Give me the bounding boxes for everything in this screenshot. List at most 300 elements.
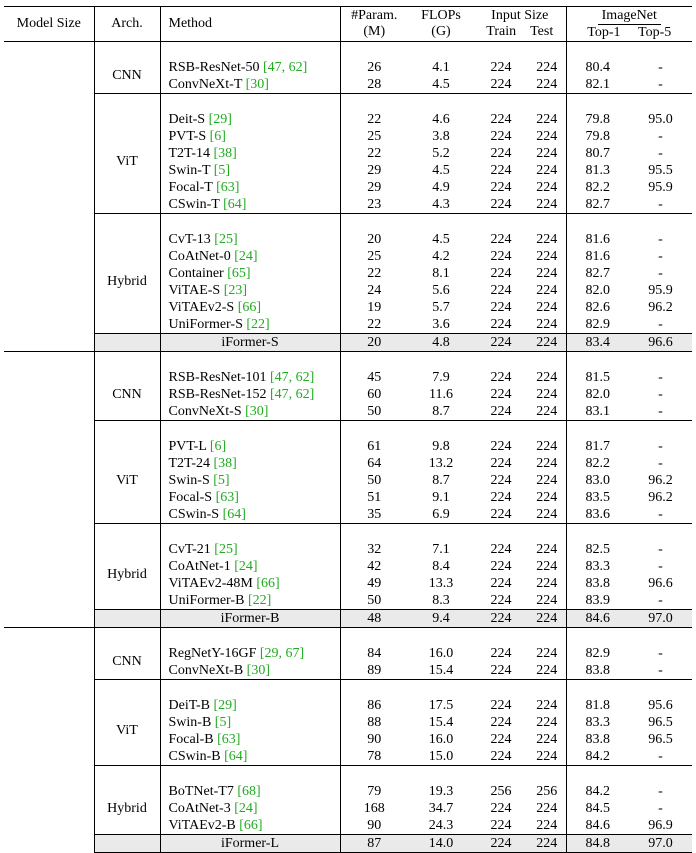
citation-link[interactable]: [66] [237, 299, 262, 315]
test-cell: 224 [536, 645, 558, 661]
method-cell [160, 455, 340, 472]
top1-cell: 84.5 [566, 800, 629, 817]
method-cell [160, 282, 340, 299]
method-name: T2T-14 [168, 145, 214, 161]
train-cell: 224 [490, 817, 512, 833]
top5-cell: - [658, 506, 663, 522]
method-name: Focal-S [168, 489, 216, 505]
top5-cell: - [658, 455, 663, 471]
gap-cell [340, 766, 566, 784]
test-cell: 224 [536, 265, 558, 281]
ours-test-cell: 224 [528, 334, 566, 352]
param-cell: 50 [367, 472, 382, 488]
method-cell [160, 714, 340, 731]
citation-link[interactable]: [47, 62] [270, 369, 315, 385]
header-top [567, 25, 693, 41]
flops-cell: 15.0 [428, 748, 454, 764]
param-cell: 22 [367, 265, 382, 281]
gap-cell [94, 94, 160, 112]
method-cell [160, 76, 340, 94]
train-cell: 224 [490, 316, 512, 332]
table-row [4, 369, 692, 386]
citation-link[interactable]: [24] [234, 558, 258, 574]
citation-link[interactable]: [25] [214, 231, 238, 247]
flops-cell: 15.4 [428, 714, 454, 730]
model-size-cell [4, 42, 94, 352]
method-name: CSwin-S [168, 506, 223, 522]
train-cell: 224 [490, 748, 512, 764]
header-flops-line2: (G) [431, 24, 451, 39]
flops-cell: 3.6 [432, 316, 450, 332]
method-name: CvT-13 [168, 231, 215, 247]
method-name: ViTAEv2-48M [168, 575, 257, 591]
ours-flops-cell: 4.8 [408, 334, 474, 352]
table-header-row [4, 7, 692, 42]
top5-cell: - [658, 558, 663, 574]
header-train: Train [486, 24, 517, 39]
gap-cell [94, 524, 160, 542]
ours-top1-cell: 84.8 [566, 835, 629, 853]
gap-cell [94, 680, 160, 698]
flops-cell: 34.7 [428, 800, 454, 816]
train-cell: 224 [490, 282, 512, 298]
method-name: ViTAE-S [168, 282, 224, 298]
flops-cell: 4.5 [432, 76, 450, 92]
header-input-size-label: Input Size [491, 8, 549, 23]
method-cell [160, 179, 340, 196]
top5-cell: 95.0 [648, 111, 673, 127]
param-cell: 60 [367, 386, 382, 402]
citation-link[interactable]: [29] [208, 111, 232, 127]
flops-cell: 17.5 [428, 697, 454, 713]
header-arch: Arch. [94, 7, 160, 42]
train-cell: 224 [490, 575, 512, 591]
gap-row [4, 680, 692, 698]
gap-cell [160, 421, 340, 439]
citation-link[interactable]: [5] [214, 714, 232, 730]
test-cell: 224 [536, 369, 558, 385]
method-cell [160, 592, 340, 610]
top5-cell: - [658, 386, 663, 402]
top5-cell: - [658, 783, 663, 799]
citation-link[interactable]: [47, 62] [270, 386, 315, 402]
flops-cell: 7.1 [432, 541, 450, 557]
top5-cell: - [658, 248, 663, 264]
top5-cell: 95.9 [648, 179, 673, 195]
gap-cell [160, 352, 340, 370]
citation-link[interactable]: [23] [223, 282, 248, 298]
header-param-line2: (M) [363, 24, 386, 39]
top5-cell: 95.5 [648, 162, 673, 178]
param-cell: 89 [367, 662, 382, 678]
top1-cell: 82.7 [566, 265, 629, 282]
header-input-size [474, 7, 566, 42]
top5-cell: 95.6 [648, 697, 673, 713]
top1-cell: 82.0 [566, 282, 629, 299]
header-top1: Top-1 [587, 24, 621, 40]
param-cell: 22 [367, 111, 382, 127]
header-test: Test [530, 24, 554, 39]
train-cell: 224 [490, 558, 512, 574]
train-cell: 224 [490, 59, 512, 75]
gap-cell [340, 680, 566, 698]
table-row [4, 541, 692, 558]
gap-row [4, 628, 692, 646]
arch-cell: Hybrid [94, 783, 160, 835]
ours-top5-cell: 97.0 [629, 610, 692, 628]
method-name: UniFormer-S [168, 316, 247, 332]
gap-row [4, 94, 692, 112]
param-cell: 29 [367, 179, 382, 195]
flops-cell: 24.3 [428, 817, 454, 833]
ours-top1-cell: 83.4 [566, 334, 629, 352]
top5-cell: - [658, 645, 663, 661]
method-cell [160, 662, 340, 680]
table-row [4, 438, 692, 455]
flops-cell: 8.1 [432, 265, 450, 281]
param-cell: 61 [367, 438, 382, 454]
header-param-line1: #Param. [351, 8, 398, 23]
method-cell [160, 386, 340, 403]
flops-cell: 4.3 [432, 196, 450, 212]
train-cell: 224 [490, 455, 512, 471]
test-cell: 224 [536, 575, 558, 591]
citation-link[interactable]: [25] [214, 541, 238, 557]
flops-cell: 4.5 [432, 231, 450, 247]
gap-row [4, 42, 692, 60]
ours-top1-cell: 84.6 [566, 610, 629, 628]
citation-link[interactable]: [6] [209, 128, 226, 144]
param-cell: 90 [367, 817, 382, 833]
top1-cell: 81.7 [566, 438, 629, 455]
ours-train-cell: 224 [474, 835, 528, 853]
flops-cell: 9.1 [432, 489, 450, 505]
ours-method-cell: iFormer-B [160, 610, 340, 628]
gap-cell [566, 352, 692, 370]
flops-cell: 8.3 [432, 592, 450, 608]
train-cell: 224 [490, 662, 512, 678]
top5-cell: - [658, 231, 663, 247]
train-cell: 224 [490, 731, 512, 747]
train-cell: 224 [490, 800, 512, 816]
param-cell: 22 [367, 316, 382, 332]
flops-cell: 13.2 [428, 455, 454, 471]
gap-cell [340, 94, 566, 112]
citation-link[interactable]: [63] [216, 179, 240, 195]
ours-test-cell: 224 [528, 610, 566, 628]
gap-cell [340, 352, 566, 370]
top1-cell: 82.7 [566, 196, 629, 214]
top1-cell: 84.2 [566, 748, 629, 766]
method-name: CSwin-T [168, 196, 224, 212]
flops-cell: 11.6 [429, 386, 453, 402]
top1-cell: 82.1 [566, 76, 629, 94]
method-cell [160, 145, 340, 162]
citation-link[interactable]: [29, 67] [259, 645, 305, 661]
citation-link[interactable]: [38] [213, 145, 237, 161]
citation-link[interactable]: [30] [245, 403, 269, 419]
train-cell: 224 [490, 231, 512, 247]
test-cell: 224 [536, 592, 558, 608]
citation-link[interactable]: [64] [224, 748, 248, 764]
citation-link[interactable]: [6] [209, 438, 227, 454]
top5-cell: 96.6 [648, 575, 673, 591]
flops-cell: 4.2 [432, 248, 450, 264]
method-cell [160, 196, 340, 214]
test-cell: 224 [536, 541, 558, 557]
header-train-test [474, 24, 566, 40]
method-name: RSB-ResNet-50 [168, 59, 263, 75]
ours-train-cell: 224 [474, 334, 528, 352]
test-cell: 224 [536, 403, 558, 419]
param-cell: 49 [367, 575, 382, 591]
train-cell: 224 [490, 472, 512, 488]
top1-cell: 83.8 [566, 575, 629, 592]
arch-cell: ViT [94, 697, 160, 766]
top1-cell: 83.3 [566, 558, 629, 575]
param-cell: 86 [367, 697, 382, 713]
model-size-cell [4, 628, 94, 853]
top1-cell: 83.8 [566, 731, 629, 748]
flops-cell: 8.7 [432, 472, 450, 488]
test-cell: 224 [536, 731, 558, 747]
ours-row [4, 334, 692, 352]
flops-cell: 13.3 [428, 575, 454, 591]
gap-row [4, 214, 692, 232]
train-cell: 224 [490, 645, 512, 661]
test-cell: 224 [536, 438, 558, 454]
method-name: RegNetY-16GF [168, 645, 260, 661]
arch-cell: ViT [94, 438, 160, 524]
method-cell [160, 369, 340, 386]
flops-cell: 4.1 [432, 59, 450, 75]
test-cell: 224 [536, 800, 558, 816]
method-name: PVT-L [168, 438, 210, 454]
param-cell: 79 [367, 783, 382, 799]
top5-cell: - [658, 592, 663, 608]
ours-arch-cell [94, 835, 160, 853]
top1-cell: 83.1 [566, 403, 629, 421]
param-cell: 51 [367, 489, 382, 505]
method-name: Container [168, 265, 228, 281]
test-cell: 224 [536, 145, 558, 161]
gap-cell [566, 680, 692, 698]
top1-cell: 82.0 [566, 386, 629, 403]
method-name: T2T-24 [168, 455, 214, 471]
top1-cell: 82.2 [566, 455, 629, 472]
top1-cell: 84.2 [566, 783, 629, 800]
method-name: Swin-B [168, 714, 215, 730]
gap-cell [160, 628, 340, 646]
header-imagenet [566, 7, 692, 42]
train-cell: 224 [490, 506, 512, 522]
gap-cell [340, 421, 566, 439]
top1-cell: 80.4 [566, 59, 629, 76]
gap-cell [340, 524, 566, 542]
header-method: Method [160, 7, 340, 42]
model-size-cell [4, 352, 94, 628]
train-cell: 224 [490, 248, 512, 264]
param-cell: 24 [367, 282, 382, 298]
top1-cell: 81.6 [566, 248, 629, 265]
gap-cell [94, 628, 160, 646]
gap-row [4, 421, 692, 439]
citation-link[interactable]: [47, 62] [263, 59, 308, 75]
citation-link[interactable]: [64] [223, 196, 247, 212]
test-cell: 224 [536, 162, 558, 178]
train-cell: 224 [490, 403, 512, 419]
flops-cell: 4.5 [432, 162, 450, 178]
citation-link[interactable]: [24] [234, 248, 258, 264]
top5-cell: 96.5 [648, 714, 673, 730]
citation-link[interactable]: [30] [245, 76, 269, 92]
test-cell: 224 [536, 179, 558, 195]
top5-cell: - [658, 316, 663, 332]
method-name: Swin-T [168, 162, 214, 178]
test-cell: 224 [536, 282, 558, 298]
citation-link[interactable]: [66] [256, 575, 280, 591]
method-name: CvT-21 [168, 541, 215, 557]
gap-cell [94, 42, 160, 60]
test-cell: 224 [536, 111, 558, 127]
citation-link[interactable]: [22] [247, 592, 272, 608]
top1-cell: 82.5 [566, 541, 629, 558]
flops-cell: 5.2 [432, 145, 450, 161]
train-cell: 224 [490, 438, 512, 454]
gap-cell [340, 42, 566, 60]
table-row [4, 645, 692, 662]
method-cell [160, 506, 340, 524]
gap-cell [94, 766, 160, 784]
citation-link[interactable]: [38] [213, 455, 237, 471]
test-cell: 224 [536, 128, 558, 144]
gap-cell [566, 628, 692, 646]
method-name: Swin-S [168, 472, 214, 488]
method-name: BoTNet-T7 [168, 783, 238, 799]
method-cell [160, 438, 340, 455]
test-cell: 256 [536, 783, 558, 799]
results-table [4, 6, 692, 853]
citation-link[interactable]: [68] [237, 783, 261, 799]
method-cell [160, 231, 340, 248]
gap-cell [94, 421, 160, 439]
flops-cell: 16.0 [428, 645, 454, 661]
test-cell: 224 [536, 489, 558, 505]
gap-cell [94, 214, 160, 232]
ours-param-cell: 20 [340, 334, 408, 352]
test-cell: 224 [536, 472, 558, 488]
table-row [4, 231, 692, 248]
citation-link[interactable]: [5] [213, 162, 231, 178]
top1-cell: 83.0 [566, 472, 629, 489]
header-imagenet-label: ImageNet [567, 8, 693, 25]
table-body [4, 42, 692, 853]
train-cell: 224 [490, 162, 512, 178]
ours-param-cell: 87 [340, 835, 408, 853]
citation-link[interactable]: [65] [227, 265, 251, 281]
train-cell: 224 [490, 489, 512, 505]
method-name: CoAtNet-0 [168, 248, 235, 264]
top5-cell: - [658, 145, 663, 161]
ours-flops-cell: 9.4 [408, 610, 474, 628]
top5-cell: - [658, 662, 663, 678]
flops-cell: 15.4 [428, 662, 454, 678]
train-cell: 224 [490, 697, 512, 713]
top1-cell: 84.6 [566, 817, 629, 835]
top1-cell: 81.6 [566, 231, 629, 248]
top1-cell: 80.7 [566, 145, 629, 162]
test-cell: 224 [536, 299, 558, 315]
ours-param-cell: 48 [340, 610, 408, 628]
method-name: ConvNeXt-B [168, 662, 247, 678]
train-cell: 256 [490, 783, 512, 799]
train-cell: 224 [490, 196, 512, 212]
train-cell: 224 [490, 76, 512, 92]
citation-link[interactable]: [30] [246, 662, 270, 678]
gap-row [4, 524, 692, 542]
header-flops-line1: FLOPs [421, 8, 461, 23]
citation-link[interactable]: [63] [217, 731, 241, 747]
param-cell: 32 [367, 541, 382, 557]
top5-cell: - [658, 59, 663, 75]
method-name: ViTAEv2-S [168, 299, 238, 315]
gap-cell [340, 214, 566, 232]
gap-cell [566, 524, 692, 542]
param-cell: 42 [367, 558, 382, 574]
top5-cell: 96.5 [648, 731, 673, 747]
test-cell: 224 [536, 386, 558, 402]
gap-row [4, 352, 692, 370]
citation-link[interactable]: [24] [234, 800, 258, 816]
gap-row [4, 766, 692, 784]
flops-cell: 3.8 [432, 128, 450, 144]
param-cell: 26 [367, 59, 382, 75]
test-cell: 224 [536, 714, 558, 730]
top5-cell: - [658, 403, 663, 419]
citation-link[interactable]: [22] [246, 316, 270, 332]
param-cell: 23 [367, 196, 382, 212]
citation-link[interactable]: [66] [239, 817, 263, 833]
param-cell: 50 [367, 403, 382, 419]
top1-cell: 82.9 [566, 645, 629, 662]
param-cell: 64 [367, 455, 382, 471]
ours-test-cell: 224 [528, 835, 566, 853]
method-name: Focal-B [168, 731, 218, 747]
ours-arch-cell [94, 334, 160, 352]
param-cell: 88 [367, 714, 382, 730]
citation-link[interactable]: [63] [215, 489, 239, 505]
param-cell: 22 [367, 145, 382, 161]
train-cell: 224 [490, 714, 512, 730]
ours-flops-cell: 14.0 [408, 835, 474, 853]
gap-cell [94, 352, 160, 370]
flops-cell: 4.9 [432, 179, 450, 195]
header-flops [408, 7, 474, 42]
ours-method-cell: iFormer-L [160, 835, 340, 853]
test-cell: 224 [536, 817, 558, 833]
method-name: ViTAEv2-B [168, 817, 240, 833]
method-cell [160, 731, 340, 748]
test-cell: 224 [536, 231, 558, 247]
citation-link[interactable]: [29] [213, 697, 237, 713]
citation-link[interactable]: [64] [222, 506, 246, 522]
test-cell: 224 [536, 697, 558, 713]
citation-link[interactable]: [5] [213, 472, 230, 488]
top5-cell: 96.9 [648, 817, 673, 833]
method-cell [160, 800, 340, 817]
ours-row [4, 610, 692, 628]
method-cell [160, 748, 340, 766]
